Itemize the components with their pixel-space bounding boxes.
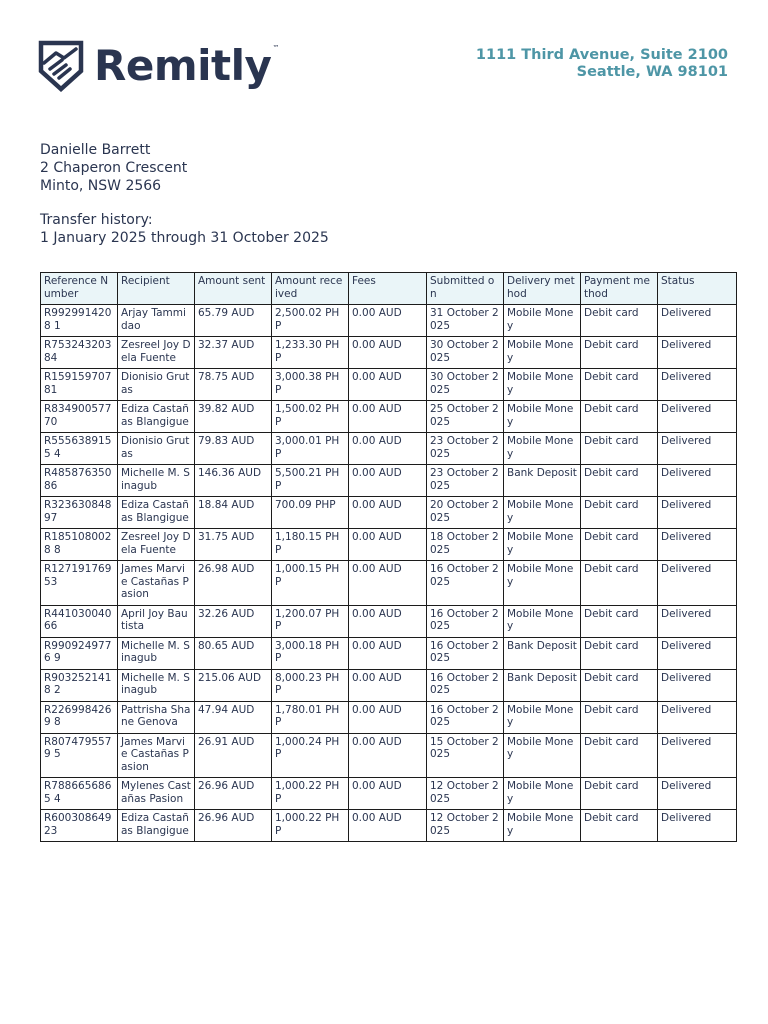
column-header-payment-method: Payment method <box>581 273 658 305</box>
cell-reference-number: R600308649 23 <box>41 810 118 842</box>
cell-fees: 0.00 AUD <box>349 529 427 561</box>
cell-fees: 0.00 AUD <box>349 810 427 842</box>
remitly-logo <box>38 40 279 92</box>
cell-amount-received: 1,000.22 PHP <box>272 810 349 842</box>
table-row <box>41 401 737 433</box>
cell-payment-method: Debit card <box>581 669 658 701</box>
cell-submitted-on: 16 October 2025 <box>427 605 504 637</box>
cell-fees: 0.00 AUD <box>349 605 427 637</box>
table-row <box>41 337 737 369</box>
cell-submitted-on: 15 October 2025 <box>427 733 504 778</box>
cell-status: Delivered <box>658 369 737 401</box>
cell-payment-method: Debit card <box>581 701 658 733</box>
table-row <box>41 733 737 778</box>
table-row <box>41 561 737 606</box>
cell-reference-number: R753243203 84 <box>41 337 118 369</box>
cell-delivery-method: Mobile Money <box>504 605 581 637</box>
cell-fees: 0.00 AUD <box>349 561 427 606</box>
cell-recipient: Ediza Castañas Blangigue <box>118 401 195 433</box>
cell-recipient: James Marvie Castañas Pasion <box>118 733 195 778</box>
cell-fees: 0.00 AUD <box>349 433 427 465</box>
customer-name: Danielle Barrett <box>40 142 151 158</box>
cell-reference-number: R5556389155 4 <box>41 433 118 465</box>
table-row <box>41 637 737 669</box>
table-row <box>41 701 737 733</box>
cell-payment-method: Debit card <box>581 433 658 465</box>
history-date-range: 1 January 2025 through 31 October 2025 <box>40 230 329 246</box>
cell-payment-method: Debit card <box>581 637 658 669</box>
cell-status: Delivered <box>658 337 737 369</box>
cell-amount-received: 5,500.21 PHP <box>272 465 349 497</box>
cell-amount-received: 1,233.30 PHP <box>272 337 349 369</box>
column-header-fees: Fees <box>349 273 427 305</box>
cell-amount-received: 700.09 PHP <box>272 497 349 529</box>
cell-submitted-on: 16 October 2025 <box>427 669 504 701</box>
table-row <box>41 433 737 465</box>
cell-reference-number: R485876350 86 <box>41 465 118 497</box>
column-header-reference-number: Reference Number <box>41 273 118 305</box>
cell-status: Delivered <box>658 401 737 433</box>
cell-fees: 0.00 AUD <box>349 305 427 337</box>
cell-submitted-on: 23 October 2025 <box>427 433 504 465</box>
transfer-history-table <box>40 272 737 842</box>
cell-reference-number: R12719176953 <box>41 561 118 606</box>
cell-status: Delivered <box>658 605 737 637</box>
cell-submitted-on: 18 October 2025 <box>427 529 504 561</box>
cell-reference-number: R1851080028 8 <box>41 529 118 561</box>
brand-name: Remitly™ <box>94 41 279 90</box>
column-header-status: Status <box>658 273 737 305</box>
cell-amount-received: 1,780.01 PHP <box>272 701 349 733</box>
cell-fees: 0.00 AUD <box>349 497 427 529</box>
transfer-history-heading <box>40 211 329 247</box>
cell-payment-method: Debit card <box>581 337 658 369</box>
cell-recipient: Ediza Castañas Blangigue <box>118 810 195 842</box>
cell-status: Delivered <box>658 701 737 733</box>
cell-reference-number: R7886656865 4 <box>41 778 118 810</box>
table-header-row <box>41 273 737 305</box>
cell-delivery-method: Mobile Money <box>504 497 581 529</box>
cell-delivery-method: Mobile Money <box>504 337 581 369</box>
cell-delivery-method: Mobile Money <box>504 401 581 433</box>
cell-submitted-on: 12 October 2025 <box>427 778 504 810</box>
cell-amount-received: 3,000.18 PHP <box>272 637 349 669</box>
cell-delivery-method: Mobile Money <box>504 433 581 465</box>
cell-fees: 0.00 AUD <box>349 701 427 733</box>
cell-amount-sent: 32.37 AUD <box>195 337 272 369</box>
cell-delivery-method: Mobile Money <box>504 529 581 561</box>
customer-city: Minto, NSW 2566 <box>40 178 162 194</box>
cell-amount-sent: 65.79 AUD <box>195 305 272 337</box>
cell-amount-sent: 26.96 AUD <box>195 778 272 810</box>
cell-submitted-on: 16 October 2025 <box>427 561 504 606</box>
cell-payment-method: Debit card <box>581 810 658 842</box>
cell-delivery-method: Mobile Money <box>504 778 581 810</box>
cell-recipient: Michelle M. Sinagub <box>118 465 195 497</box>
cell-reference-number: R2269984269 8 <box>41 701 118 733</box>
cell-fees: 0.00 AUD <box>349 337 427 369</box>
cell-delivery-method: Mobile Money <box>504 733 581 778</box>
table-row <box>41 605 737 637</box>
cell-amount-sent: 79.83 AUD <box>195 433 272 465</box>
table-row <box>41 669 737 701</box>
table-row <box>41 497 737 529</box>
cell-submitted-on: 16 October 2025 <box>427 637 504 669</box>
cell-amount-received: 2,500.02 PHP <box>272 305 349 337</box>
cell-delivery-method: Bank Deposit <box>504 465 581 497</box>
cell-amount-sent: 78.75 AUD <box>195 369 272 401</box>
cell-amount-sent: 215.06 AUD <box>195 669 272 701</box>
cell-status: Delivered <box>658 465 737 497</box>
cell-recipient: Ediza Castañas Blangigue <box>118 497 195 529</box>
cell-delivery-method: Mobile Money <box>504 701 581 733</box>
cell-delivery-method: Bank Deposit <box>504 669 581 701</box>
customer-address <box>40 141 187 195</box>
cell-submitted-on: 12 October 2025 <box>427 810 504 842</box>
cell-amount-sent: 47.94 AUD <box>195 701 272 733</box>
table-row <box>41 305 737 337</box>
customer-street: 2 Chaperon Crescent <box>40 160 188 176</box>
table-row <box>41 369 737 401</box>
cell-reference-number: R834900577 70 <box>41 401 118 433</box>
table-row <box>41 465 737 497</box>
table-row <box>41 810 737 842</box>
cell-status: Delivered <box>658 810 737 842</box>
cell-payment-method: Debit card <box>581 497 658 529</box>
column-header-delivery-method: Delivery method <box>504 273 581 305</box>
cell-reference-number: R15915970781 <box>41 369 118 401</box>
cell-status: Delivered <box>658 778 737 810</box>
cell-recipient: April Joy Bautista <box>118 605 195 637</box>
cell-amount-received: 1,000.24 PHP <box>272 733 349 778</box>
cell-amount-received: 1,200.07 PHP <box>272 605 349 637</box>
cell-fees: 0.00 AUD <box>349 369 427 401</box>
cell-payment-method: Debit card <box>581 561 658 606</box>
cell-amount-received: 1,000.15 PHP <box>272 561 349 606</box>
cell-recipient: Zesreel Joy Dela Fuente <box>118 529 195 561</box>
cell-submitted-on: 30 October 2025 <box>427 369 504 401</box>
cell-reference-number: R323630848 97 <box>41 497 118 529</box>
cell-submitted-on: 20 October 2025 <box>427 497 504 529</box>
cell-fees: 0.00 AUD <box>349 669 427 701</box>
handshake-shield-icon <box>38 40 84 92</box>
cell-reference-number: R8074795579 5 <box>41 733 118 778</box>
cell-payment-method: Debit card <box>581 529 658 561</box>
cell-delivery-method: Mobile Money <box>504 561 581 606</box>
cell-delivery-method: Mobile Money <box>504 305 581 337</box>
cell-amount-sent: 39.82 AUD <box>195 401 272 433</box>
trademark-symbol: ™ <box>272 44 279 52</box>
cell-submitted-on: 16 October 2025 <box>427 701 504 733</box>
cell-submitted-on: 30 October 2025 <box>427 337 504 369</box>
cell-recipient: Dionisio Grutas <box>118 369 195 401</box>
cell-delivery-method: Bank Deposit <box>504 637 581 669</box>
company-address-line1: 1111 Third Avenue, Suite 2100 <box>475 47 728 63</box>
cell-fees: 0.00 AUD <box>349 401 427 433</box>
cell-payment-method: Debit card <box>581 465 658 497</box>
cell-payment-method: Debit card <box>581 778 658 810</box>
cell-payment-method: Debit card <box>581 733 658 778</box>
cell-submitted-on: 23 October 2025 <box>427 465 504 497</box>
cell-amount-sent: 146.36 AUD <box>195 465 272 497</box>
cell-recipient: Zesreel Joy Dela Fuente <box>118 337 195 369</box>
cell-fees: 0.00 AUD <box>349 637 427 669</box>
cell-status: Delivered <box>658 561 737 606</box>
cell-delivery-method: Mobile Money <box>504 369 581 401</box>
cell-fees: 0.00 AUD <box>349 465 427 497</box>
cell-recipient: Michelle M. Sinagub <box>118 669 195 701</box>
cell-amount-sent: 26.98 AUD <box>195 561 272 606</box>
cell-recipient: Dionisio Grutas <box>118 433 195 465</box>
cell-amount-sent: 18.84 AUD <box>195 497 272 529</box>
cell-reference-number: R441030040 66 <box>41 605 118 637</box>
cell-submitted-on: 25 October 2025 <box>427 401 504 433</box>
cell-status: Delivered <box>658 669 737 701</box>
cell-amount-received: 1,000.22 PHP <box>272 778 349 810</box>
cell-status: Delivered <box>658 433 737 465</box>
cell-reference-number: R9032521418 2 <box>41 669 118 701</box>
company-address <box>476 47 728 81</box>
table-row <box>41 529 737 561</box>
cell-amount-received: 3,000.01 PHP <box>272 433 349 465</box>
cell-amount-sent: 80.65 AUD <box>195 637 272 669</box>
company-address-line2: Seattle, WA 98101 <box>576 64 728 80</box>
cell-reference-number: R9909249776 9 <box>41 637 118 669</box>
history-title: Transfer history: <box>40 212 153 228</box>
cell-amount-received: 8,000.23 PHP <box>272 669 349 701</box>
cell-recipient: Mylenes Castañas Pasion <box>118 778 195 810</box>
cell-status: Delivered <box>658 529 737 561</box>
cell-amount-received: 1,500.02 PHP <box>272 401 349 433</box>
table-row <box>41 778 737 810</box>
cell-payment-method: Debit card <box>581 305 658 337</box>
cell-status: Delivered <box>658 305 737 337</box>
cell-amount-received: 3,000.38 PHP <box>272 369 349 401</box>
column-header-submitted-on: Submitted on <box>427 273 504 305</box>
cell-reference-number: R9929914208 1 <box>41 305 118 337</box>
table-body <box>41 305 737 842</box>
cell-amount-received: 1,180.15 PHP <box>272 529 349 561</box>
cell-fees: 0.00 AUD <box>349 778 427 810</box>
cell-payment-method: Debit card <box>581 605 658 637</box>
cell-status: Delivered <box>658 637 737 669</box>
cell-fees: 0.00 AUD <box>349 733 427 778</box>
cell-submitted-on: 31 October 2025 <box>427 305 504 337</box>
cell-payment-method: Debit card <box>581 401 658 433</box>
cell-recipient: Pattrisha Shane Genova <box>118 701 195 733</box>
column-header-amount-sent: Amount sent <box>195 273 272 305</box>
cell-status: Delivered <box>658 733 737 778</box>
column-header-recipient: Recipient <box>118 273 195 305</box>
cell-amount-sent: 31.75 AUD <box>195 529 272 561</box>
cell-recipient: James Marvie Castañas Pasion <box>118 561 195 606</box>
column-header-amount-received: Amount received <box>272 273 349 305</box>
cell-delivery-method: Mobile Money <box>504 810 581 842</box>
cell-payment-method: Debit card <box>581 369 658 401</box>
cell-recipient: Michelle M. Sinagub <box>118 637 195 669</box>
cell-amount-sent: 26.91 AUD <box>195 733 272 778</box>
cell-status: Delivered <box>658 497 737 529</box>
cell-amount-sent: 32.26 AUD <box>195 605 272 637</box>
cell-amount-sent: 26.96 AUD <box>195 810 272 842</box>
cell-recipient: Arjay Tammidao <box>118 305 195 337</box>
